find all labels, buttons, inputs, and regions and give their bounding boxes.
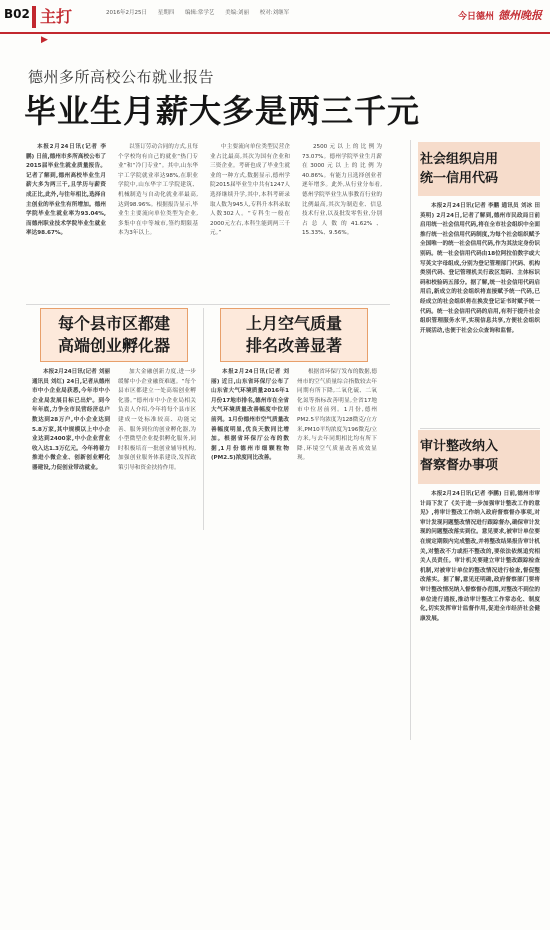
story-b-column-1: 本报2月24日讯(记者 刘丽) 近日,山东省环保厅公布了山东省大气环境质量2016年1月份17地市排名,德州市在全省大气环境质量改善幅度中位居前列。1月份德州市空气质量改善幅度明显,优良天数同比增加。根据省环保厅公布的数据,1月份德州市细颗粒物(PM2.5)浓度同比改善。 (211, 369, 289, 462)
sidebar-mid-rule (420, 428, 540, 429)
side-a-body: 本报2月24日讯(记者 李鹏 通讯员 刘冰 田英明) 2月24日,记者了解到,德州市民政局日前启用统一社会信用代码,将在全市社会组织中全面推行统一社会信用代码制度,为每个社会组织赋予全国唯一的统一社会信用代码,作为其法定身份识别码。统一社会信用代码由18位阿拉伯数字或大写英文字母组成,分别为登记管理部门代码、机构类别代码、登记管理机关行政区划码、主体标识码和校验码五部分。据了解,统一社会信用代码启用后,新成立的社会组织将直接赋予统一代码,已经成立的社会组织将在换发登记证书时赋予统一代码。统一社会信用代码的启用,有利于提升社会组织管理服务水平,实现信息共享,方便社会组织开展活动,也便于社会公众查询和监督。 (420, 203, 540, 334)
story-a-column-2: 加大金融创新力度,进一步缓解中小企业融资难题。“每个县市区都建立一处高端创业孵化器。”德州市中小企业局相关负责人介绍,今年将每个县市区建成一处标准较高、功能完善、服务到位的创业孵化器,为小型微型企业提供孵化服务,同时积极培育一批创业辅导机构,加强创业服务体系建设,发挥政策引导和资金扶持作用。 (118, 369, 196, 471)
page-number: B02 (4, 7, 30, 21)
side-b-body: 本报2月24日讯(记者 李鹏) 日前,德州市审计局下发了《关于进一步加强审计整改工作的意见》,将审计整改工作纳入政府督察督办事项,对审计发现问题整改情况进行跟踪督办,确保审计发现的问题整改落实到位。意见要求,被审计单位要在规定期限内完成整改,并将整改结果报告审计机关,对整改不力或拒不整改的,要依法依规追究相关人员责任。审计机关要建立审计整改跟踪检查机制,对被审计单位的整改情况进行检查,督促整改落实。据了解,意见还明确,政府督察部门要将审计整改情况纳入督察督办范围,对整改不到位的单位进行通报,推动审计整改工作常态化、制度化,切实发挥审计监督作用,促进全市经济社会健康发展。 (420, 491, 540, 622)
page-header (0, 0, 550, 45)
issue-weekday: 星期四 (157, 10, 175, 16)
sidebar-divider (410, 140, 411, 740)
brand-logo: 德州晚报 (498, 9, 542, 22)
lead-bottom-rule (26, 304, 390, 305)
story-b-headline: 上月空气质量 排名改善显著 (245, 314, 342, 355)
side-a-headline: 社会组织启用 统一信用代码 (420, 152, 499, 186)
editor-credit: 编辑:常学艺 (185, 10, 215, 16)
brand-text: 今日德州 (457, 12, 494, 22)
section-name: 主打 (40, 7, 73, 26)
side-b-headline: 审计整改纳入 督察督办事项 (420, 439, 499, 473)
lead-headline: 毕业生月薪大多是两三千元 (24, 92, 421, 130)
story-b-column-2: 根据省环保厅发布的数据,德州市的空气质量综合指数较去年同期有所下降,二氧化硫、二氧化氮等指标改善明显,全省17地市中位居前列。1月份,德州PM2.5平均浓度为128微克/立方米,PM10平均浓度为196微克/立方米,与去年同期相比均有所下降,环境空气质量改善成效显现。 (297, 369, 377, 462)
header-meta (106, 8, 298, 16)
story-a-column-1: 本报2月24日讯(记者 刘丽 通讯员 刘红) 24日,记者从德州市中小企业局获悉,今年市中小企业局发展目标已出炉。到今年年底,力争全市民营经济总户数达到28万户,中小企业达到5.8万家,其中规模以上中小企业达到2400家,中小企业营业收入达1.3万亿元。今年将着力推进小微企业、创新创业孵化器建设,力促创业带动就业。 (32, 369, 110, 471)
proof-credit: 校对:刘继军 (259, 10, 290, 16)
lead-column-2: 以签订劳动合同的方式,且每个学校均有自己的就业“热门专业”和“冷门专业”。其中,山东华宇工学院就业率达98%,在职业学院中,山东华宇工学院建筑、机械制造与自动化就业率最高,达到98.96%。根据报告显示,毕业生主要流向单位类型为企业,多集中在中等城市,签约期限基本为3年以上。 (118, 144, 198, 237)
story-divider (203, 308, 204, 530)
lead-column-4: 2500元以上的比例为73.07%。德州学院毕业生月薪在3000元以上的比例为40.86%。有能力且选择创业者逐年增多。此外,从行业分布看,德州学院毕业生从事教育行业的比例最高,其次为制造业、信息技术行业,以及批发零售业,分别占总人数的41.62%、15.33%、9.56%。 (302, 144, 382, 237)
lead-kicker: 德州多所高校公布就业报告 (28, 68, 215, 86)
designer-credit: 美编:刘丽 (225, 10, 249, 16)
section-label (32, 6, 78, 45)
issue-date: 2016年2月25日 (106, 10, 147, 16)
lead-column-3: 中主要流向单位类型民营企业占比最高,其次为国有企业和三资企业。考研也成了毕业生就业的一种方式,数据显示,德州学院2015届毕业生中共有1247人选择继续升学,其中,本科考研录取人数为945人,专科升本科录取人数302人。“专科生一般在2000元左右,本科生能到两三千元。” (210, 144, 290, 237)
story-a-headline: 每个县市区都建 高端创业孵化器 (57, 314, 170, 355)
lead-column-1: 本报2月24日讯(记者 李鹏) 日前,德州市多所高校公布了2015届毕业生就业质量报告。记者了解到,德州高校毕业生月薪大多为两三千,且学历与薪资成正比,此外,与往年相比,选择自主创业的毕业生有所增加。德州学院毕业生就业率为93.04%,而德州职业技术学院毕业生就业率达98.67%。 (26, 144, 106, 237)
newspaper-brand (458, 7, 542, 23)
section-arrow-icon: ▶ (41, 35, 48, 45)
